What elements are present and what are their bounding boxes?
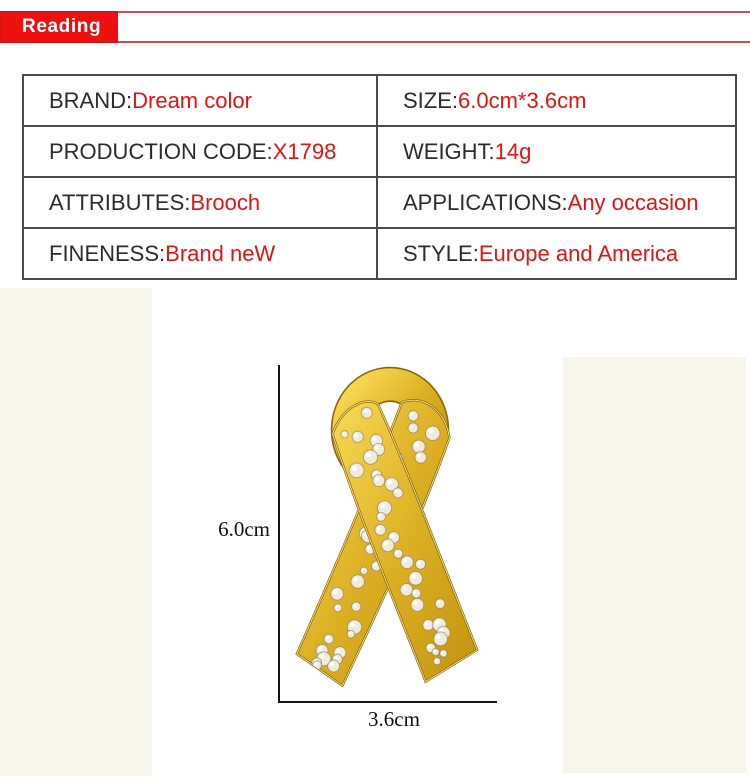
spec-value: Europe and America: [478, 240, 679, 266]
spec-label: BRAND:: [49, 87, 133, 113]
spec-label: APPLICATIONS:: [403, 189, 568, 215]
spec-cell-weight: [377, 126, 736, 177]
spec-value: Dream color: [132, 87, 252, 113]
spec-value: 14g: [494, 138, 532, 164]
spec-value: Any occasion: [567, 189, 699, 215]
width-dimension-label: 3.6cm: [368, 707, 420, 731]
spec-label: ATTRIBUTES:: [49, 189, 191, 215]
cream-background-left: [0, 288, 152, 776]
height-dimension-label: 6.0cm: [218, 517, 270, 541]
spec-label: FINENESS:: [49, 240, 166, 266]
reading-tab-label: Reading: [22, 16, 102, 37]
spec-label: STYLE:: [403, 240, 479, 266]
spec-label: SIZE:: [403, 87, 459, 113]
spec-value: X1798: [272, 138, 337, 164]
spec-cell-style: [377, 228, 736, 279]
spec-value: Brooch: [190, 189, 261, 215]
table-row: [23, 126, 736, 177]
spec-value: Brand neW: [165, 240, 276, 266]
spec-cell-production-code: [23, 126, 377, 177]
spec-cell-size: [377, 75, 736, 126]
spec-label: PRODUCTION CODE:: [49, 138, 273, 164]
spec-table: [22, 74, 737, 280]
reading-tab[interactable]: [0, 11, 118, 43]
height-measure-line: [278, 365, 280, 702]
spec-label: WEIGHT:: [403, 138, 495, 164]
gold-ribbon-brooch-image: [281, 366, 499, 704]
table-row: [23, 75, 736, 126]
spec-cell-brand: [23, 75, 377, 126]
spec-value: 6.0cm*3.6cm: [458, 87, 587, 113]
table-row: [23, 228, 736, 279]
cream-background-right: [563, 357, 746, 773]
spec-cell-fineness: [23, 228, 377, 279]
table-row: [23, 177, 736, 228]
spec-cell-attributes: [23, 177, 377, 228]
spec-cell-applications: [377, 177, 736, 228]
